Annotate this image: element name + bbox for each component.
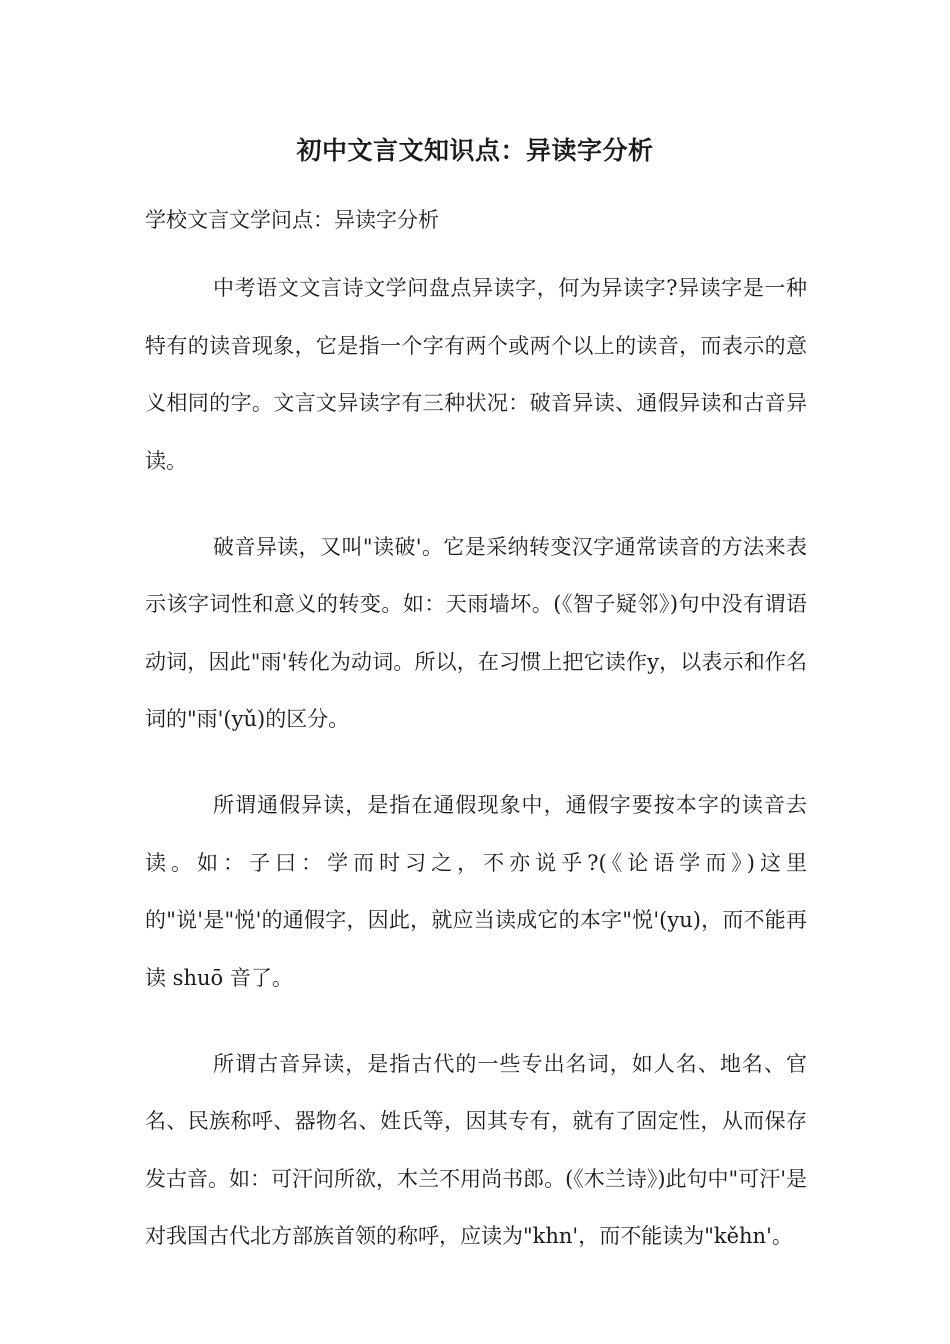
document-title: 初中文言文知识点：异读字分析 [296, 136, 654, 165]
document-body [145, 260, 807, 1294]
paragraph-intro: 中考语文文言诗文学问盘点异读字，何为异读字?异读字是一种特有的读音现象，它是指一个字有两个或两个以上的读音，而表示的意义相同的字。文言文异读字有三种状况：破音异读、通假异读和古音异读。 [145, 276, 807, 473]
paragraph-tongjia: 所谓通假异读，是指在通假现象中，通假字要按本字的读音去读。如：子曰：学而时习之，不亦说乎?(《论语学而》)这里的"说'是"悦'的通假字，因此，就应当读成它的本字"悦'(yu)，而不能再读 shuō 音了。 [145, 793, 807, 990]
paragraph-guyin: 所谓古音异读，是指古代的一些专出名词，如人名、地名、官名、民族称呼、器物名、姓氏等，因其专有，就有了固定性，从而保存发古音。如：可汗问所欲，木兰不用尚书郎。(《木兰诗》)此句中"可汗'是对我国古代北方部族首领的称呼，应读为"khn'，而不能读为"kěhn'。 [145, 1051, 807, 1248]
paragraph-poyin: 破音异读，又叫"读破'。它是采纳转变汉字通常读音的方法来表示该字词性和意义的转变。如：天雨墙坏。(《智子疑邻》)句中没有谓语动词，因此"雨'转化为动词。所以，在习惯上把它读作y，以表示和作名词的"雨'(yǔ)的区分。 [145, 534, 807, 731]
document-subtitle: 学校文言文学问点：异读字分析 [145, 208, 439, 232]
